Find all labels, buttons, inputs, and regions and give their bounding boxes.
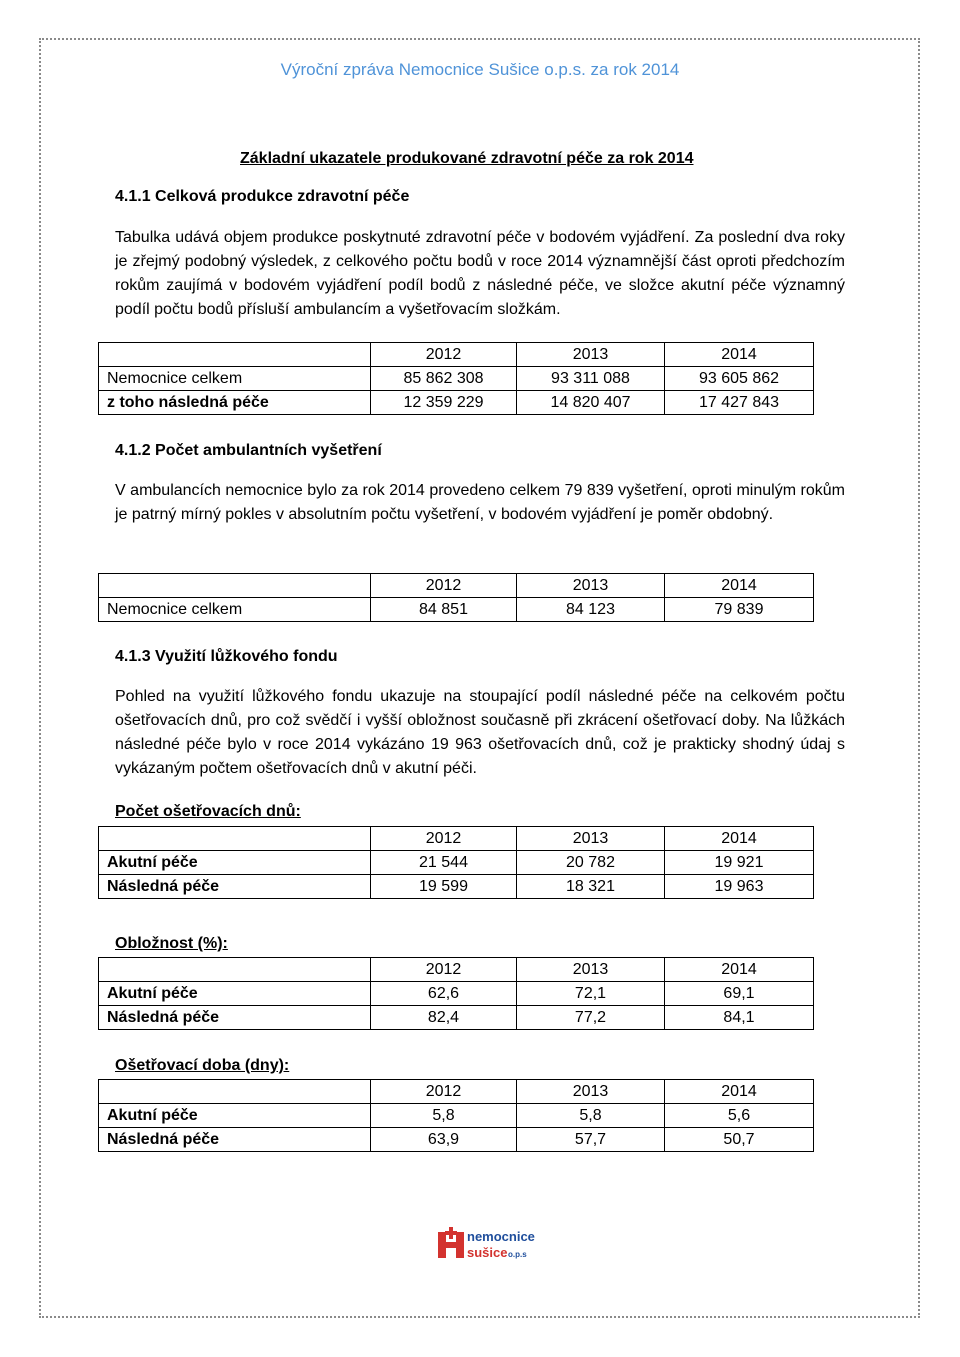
- year-cell: 2014: [665, 343, 814, 367]
- table-header-row: [99, 343, 814, 367]
- year-cell: 2012: [371, 574, 517, 598]
- year-cell: 2012: [371, 343, 517, 367]
- value-cell: 84 851: [371, 598, 517, 622]
- table-header-row: [99, 1080, 814, 1104]
- value-cell: 5,8: [371, 1104, 517, 1128]
- value-cell: 93 605 862: [665, 367, 814, 391]
- row-label: Následná péče: [99, 875, 371, 899]
- table-row: [99, 367, 814, 391]
- value-cell: 12 359 229: [371, 391, 517, 415]
- hospital-cross-icon: [438, 1227, 464, 1258]
- row-label: Následná péče: [99, 1128, 371, 1152]
- value-cell: 85 862 308: [371, 367, 517, 391]
- value-cell: 84,1: [665, 1006, 814, 1030]
- row-label: Akutní péče: [99, 982, 371, 1006]
- value-cell: 63,9: [371, 1128, 517, 1152]
- value-cell: 19 921: [665, 851, 814, 875]
- row-label: Následná péče: [99, 1006, 371, 1030]
- row-label: Nemocnice celkem: [99, 598, 371, 622]
- value-cell: 72,1: [517, 982, 665, 1006]
- year-cell: 2013: [517, 1080, 665, 1104]
- year-cell: 2013: [517, 958, 665, 982]
- table-row: [99, 1104, 814, 1128]
- year-cell: 2014: [665, 1080, 814, 1104]
- table-row: [99, 851, 814, 875]
- year-cell: 2014: [665, 574, 814, 598]
- section-title: Základní ukazatele produkované zdravotní péče za rok 2014: [240, 150, 694, 167]
- year-cell: 2014: [665, 827, 814, 851]
- year-cell: 2014: [665, 958, 814, 982]
- table-production-points: [98, 342, 814, 415]
- table-header-row: [99, 574, 814, 598]
- table-corner-cell: [99, 827, 371, 851]
- value-cell: 14 820 407: [517, 391, 665, 415]
- year-cell: 2013: [517, 574, 665, 598]
- table-row: [99, 598, 814, 622]
- paragraph-production: Tabulka udává objem produkce poskytnuté zdravotní péče v bodovém vyjádření. Za poslední dva roky je zřejmý podobný výsledek, z celkového počtu bodů v roce 2014 významnější část oproti předchozím rokům zaujímá v bodovém vyjádření podíl bodů z následné péče, ve složce akutní péče významný podíl počtu bodů přísluší ambulancím a vyšetřovacím složkám.: [115, 229, 845, 318]
- table-row: [99, 1128, 814, 1152]
- logo-text-line2: sušice: [467, 1245, 508, 1260]
- logo-text-suffix: o.p.s: [508, 1250, 527, 1259]
- paragraph-beds: Pohled na využití lůžkového fondu ukazuje na stoupající podíl následné péče na celkovém počtu ošetřovacích dnů, pro což svědčí i vyšší obložnost současně při zkrácení ošetřovací doby. Na lůžkách následné péče bylo v roce 2014 vykázáno 19 963 ošetřovacích dnů, což je prakticky shodný údaj s vykázaným počtem ošetřovacích dnů v akutní péči.: [115, 688, 845, 777]
- value-cell: 5,6: [665, 1104, 814, 1128]
- logo-text-line1: nemocnice: [467, 1229, 535, 1244]
- table-corner-cell: [99, 574, 371, 598]
- year-cell: 2012: [371, 958, 517, 982]
- value-cell: 62,6: [371, 982, 517, 1006]
- table-corner-cell: [99, 958, 371, 982]
- table-occupancy: [98, 957, 814, 1030]
- hospital-logo: [436, 1226, 536, 1262]
- heading-4-1-3: 4.1.3 Využití lůžkového fondu: [115, 648, 338, 665]
- value-cell: 5,8: [517, 1104, 665, 1128]
- table-row: [99, 1006, 814, 1030]
- value-cell: 50,7: [665, 1128, 814, 1152]
- year-cell: 2012: [371, 827, 517, 851]
- value-cell: 57,7: [517, 1128, 665, 1152]
- heading-4-1-1: 4.1.1 Celková produkce zdravotní péče: [115, 188, 410, 205]
- table-header-row: [99, 958, 814, 982]
- row-label: Akutní péče: [99, 1104, 371, 1128]
- table-row: [99, 982, 814, 1006]
- year-cell: 2012: [371, 1080, 517, 1104]
- table-row: [99, 875, 814, 899]
- value-cell: 19 599: [371, 875, 517, 899]
- value-cell: 93 311 088: [517, 367, 665, 391]
- table-corner-cell: [99, 343, 371, 367]
- subheading-occupancy: Obložnost (%):: [115, 935, 228, 952]
- row-label: z toho následná péče: [99, 391, 371, 415]
- value-cell: 69,1: [665, 982, 814, 1006]
- page-header: Výroční zpráva Nemocnice Sušice o.p.s. za rok 2014: [280, 60, 680, 79]
- value-cell: 17 427 843: [665, 391, 814, 415]
- year-cell: 2013: [517, 343, 665, 367]
- value-cell: 82,4: [371, 1006, 517, 1030]
- value-cell: 21 544: [371, 851, 517, 875]
- heading-4-1-2: 4.1.2 Počet ambulantních vyšetření: [115, 442, 382, 459]
- row-label: Nemocnice celkem: [99, 367, 371, 391]
- year-cell: 2013: [517, 827, 665, 851]
- value-cell: 77,2: [517, 1006, 665, 1030]
- table-care-days: [98, 826, 814, 899]
- table-header-row: [99, 827, 814, 851]
- value-cell: 20 782: [517, 851, 665, 875]
- value-cell: 18 321: [517, 875, 665, 899]
- value-cell: 19 963: [665, 875, 814, 899]
- subheading-care-duration: Ošetřovací doba (dny):: [115, 1057, 290, 1074]
- subheading-care-days: Počet ošetřovacích dnů:: [115, 803, 301, 820]
- row-label: Akutní péče: [99, 851, 371, 875]
- table-care-duration: [98, 1079, 814, 1152]
- value-cell: 79 839: [665, 598, 814, 622]
- value-cell: 84 123: [517, 598, 665, 622]
- table-corner-cell: [99, 1080, 371, 1104]
- table-ambulant-exams: [98, 573, 814, 622]
- paragraph-ambulant: V ambulancích nemocnice bylo za rok 2014 provedeno celkem 79 839 vyšetření, oproti minulým rokům je patrný mírný pokles v absolutním počtu vyšetření, v bodovém vyjádření je poměr obdobný.: [115, 482, 845, 523]
- table-row: [99, 391, 814, 415]
